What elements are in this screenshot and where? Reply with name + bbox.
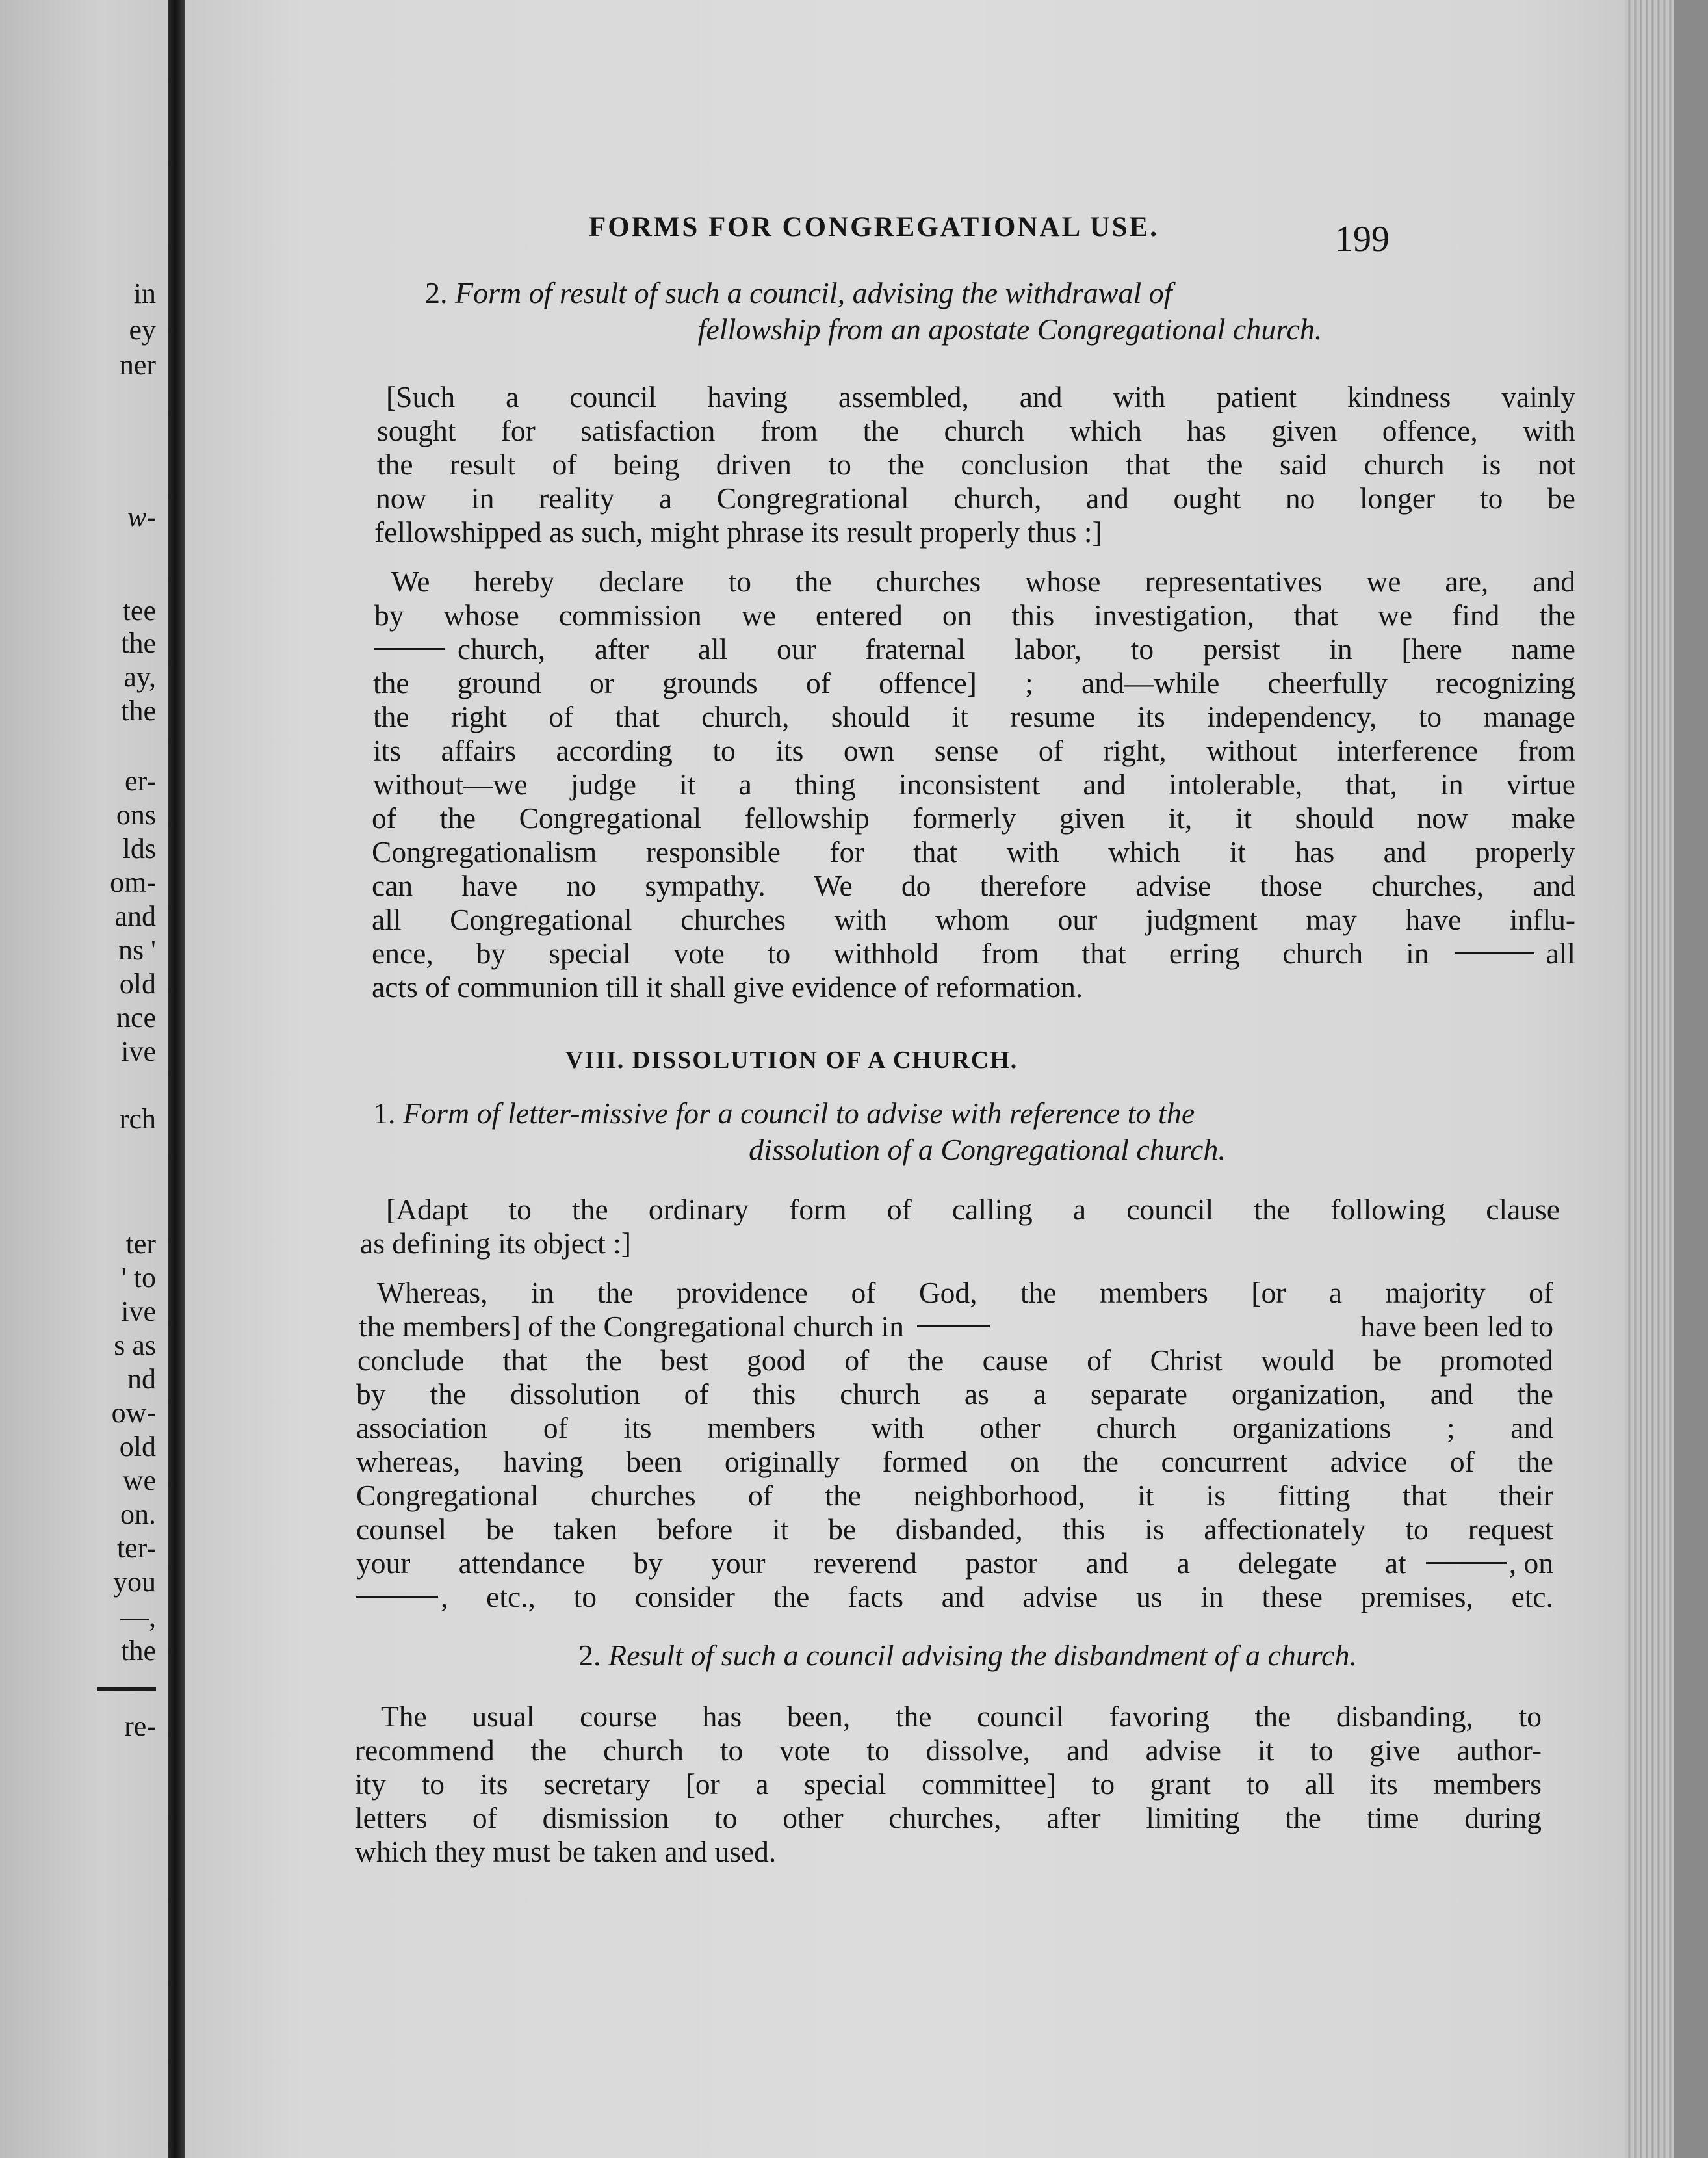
left-page-text: ay, [123, 661, 156, 693]
left-page-text: ons [116, 799, 156, 831]
left-page-text: and [114, 900, 156, 932]
running-head: FORMS FOR CONGREGATIONAL USE. [589, 212, 1159, 242]
body-line: without—we judge it a thing inconsistent and intolerable, that, in virtue [373, 768, 1575, 801]
left-page-text: the [121, 1635, 156, 1667]
left-page-text: w- [127, 501, 156, 533]
body-line-with-blank [356, 1548, 1553, 1578]
section-caption [393, 1641, 1543, 1670]
body-line-with-blank [359, 1312, 1553, 1342]
section-heading: VIII. DISSOLUTION OF A CHURCH. [565, 1046, 1018, 1074]
body-line-text: , etc., to consider the facts and advise us in these premises, etc. [441, 1580, 1553, 1613]
body-line: acts of communion till it shall give evidence of reformation. [372, 970, 1083, 1004]
blank-rule [1426, 1562, 1507, 1564]
body-line: by whose commission we entered on this investigation, that we find the [374, 599, 1575, 632]
book-page [185, 0, 1660, 2158]
left-page-text: old [119, 1431, 156, 1462]
body-line-text: your attendance by your reverend pastor and a delegate at [356, 1546, 1406, 1580]
left-page-text: old [119, 968, 156, 1000]
page-number: 199 [1335, 219, 1390, 259]
left-page-text: you [113, 1566, 156, 1598]
body-line: conclude that the best good of the cause of Christ would be promoted [357, 1344, 1553, 1377]
body-line: The usual course has been, the council favoring the disbanding, to [381, 1700, 1542, 1733]
left-page-fragment [0, 0, 170, 2158]
body-line-text: all [1546, 937, 1575, 970]
left-page-text: on. [120, 1498, 156, 1530]
body-line: now in reality a Congregrational church, and ought no longer to be [376, 482, 1575, 515]
caption-text: Form of result of such a council, advising the withdrawal of [455, 276, 1172, 309]
body-line: can have no sympathy. We do therefore advise those churches, and [372, 869, 1575, 902]
left-page-text: the [121, 695, 156, 727]
body-line: whereas, having been originally formed on the concurrent advice of the [356, 1445, 1553, 1478]
left-page-text: tee [122, 595, 156, 627]
blank-rule [1455, 952, 1534, 954]
body-line: association of its members with other church organizations ; and [356, 1411, 1553, 1444]
body-line: which they must be taken and used. [355, 1835, 777, 1868]
body-line: Whereas, in the providence of God, the members [or a majority of [377, 1276, 1553, 1309]
left-page-text: ns ' [118, 934, 156, 966]
body-line: all Congregational churches with whom our judgment may have influ- [372, 903, 1575, 936]
body-line: the result of being driven to the conclusion that the said church is not [377, 448, 1575, 481]
body-line: of the Congregational fellowship formerly given it, it should now make [372, 801, 1575, 835]
left-page-text: ' to [121, 1262, 156, 1294]
left-page-text: —, [120, 1601, 156, 1633]
left-page-text: ow- [111, 1397, 156, 1429]
body-line: sought for satisfaction from the church which has given offence, with [377, 414, 1575, 447]
body-line: as defining its object :] [360, 1227, 631, 1260]
section-caption [425, 278, 1556, 308]
body-line: recommend the church to vote to dissolve, and advise it to give author- [355, 1734, 1542, 1767]
blank-rule [356, 1596, 438, 1598]
page-edges [1625, 0, 1708, 2158]
body-line: the ground or grounds of offence] ; and—while cheerfully recognizing [373, 666, 1575, 699]
body-line-text: the members] of the Congregational church in [359, 1310, 904, 1343]
left-page-text: ive [121, 1035, 156, 1067]
left-page-text: s as [114, 1329, 156, 1361]
left-page-text: ter [125, 1228, 156, 1260]
left-page-text: ey [129, 314, 156, 346]
section-caption-line-2: dissolution of a Congregational church. [749, 1133, 1226, 1166]
body-line-with-blank [374, 634, 1575, 664]
left-page-text: we [122, 1464, 156, 1496]
left-page-text: ter- [116, 1532, 156, 1564]
body-line: Congregationalism responsible for that with which it has and properly [372, 835, 1575, 868]
blank-rule [374, 648, 445, 650]
left-page-text: nd [127, 1363, 156, 1395]
body-line: [Such a council having assembled, and with patient kindness vainly [386, 380, 1575, 413]
body-line: its affairs according to its own sense of right, without interference from [373, 734, 1575, 767]
blank-rule [917, 1325, 990, 1327]
body-line: Congregational churches of the neighborhood, it is fitting that their [356, 1479, 1553, 1512]
body-line: fellowshipped as such, might phrase its result properly thus :] [374, 515, 1102, 549]
body-line: letters of dismission to other churches, after limiting the time during [355, 1801, 1542, 1834]
body-line-text: , on [1508, 1546, 1553, 1580]
left-page-rule [97, 1687, 156, 1691]
body-line-text: ence, by special vote to withhold from that erring church in [372, 937, 1429, 970]
left-page-text: rch [119, 1103, 156, 1135]
left-page-text: lds [122, 833, 156, 864]
left-page-text: om- [110, 866, 156, 898]
caption-number: 2. [578, 1639, 601, 1672]
left-page-text: the [121, 627, 156, 659]
body-line: by the dissolution of this church as a separate organization, and the [356, 1377, 1553, 1410]
left-page-text: nce [116, 1002, 156, 1034]
body-line: counsel be taken before it be disbanded, this is affectionately to request [356, 1513, 1553, 1546]
body-line-with-blank [372, 939, 1575, 968]
left-page-text: re- [124, 1710, 156, 1742]
body-line-with-blank [356, 1582, 1553, 1612]
section-caption-line-2: fellowship from an apostate Congregational church. [697, 313, 1323, 346]
caption-text: Result of such a council advising the disbandment of a church. [608, 1639, 1357, 1672]
body-line: the right of that church, should it resume its independency, to manage [373, 700, 1575, 733]
section-caption [373, 1098, 1569, 1128]
caption-number: 1. [373, 1097, 396, 1130]
body-line: ity to its secretary [or a special committee] to grant to all its members [355, 1767, 1542, 1800]
body-line: [Adapt to the ordinary form of calling a council the following clause [386, 1193, 1560, 1226]
left-page-text: ner [119, 349, 156, 381]
left-page-text: ive [121, 1295, 156, 1327]
body-line-text: church, after all our fraternal labor, to persist in [here name [458, 632, 1575, 666]
binding-gutter [168, 0, 185, 2158]
body-line: We hereby declare to the churches whose representatives we are, and [391, 565, 1575, 598]
caption-number: 2. [425, 276, 448, 309]
left-page-text: er- [125, 765, 156, 797]
caption-text: Form of letter-missive for a council to advise with reference to the [403, 1097, 1195, 1130]
body-line-text: have been led to [1360, 1310, 1553, 1343]
left-page-text: in [133, 278, 156, 309]
